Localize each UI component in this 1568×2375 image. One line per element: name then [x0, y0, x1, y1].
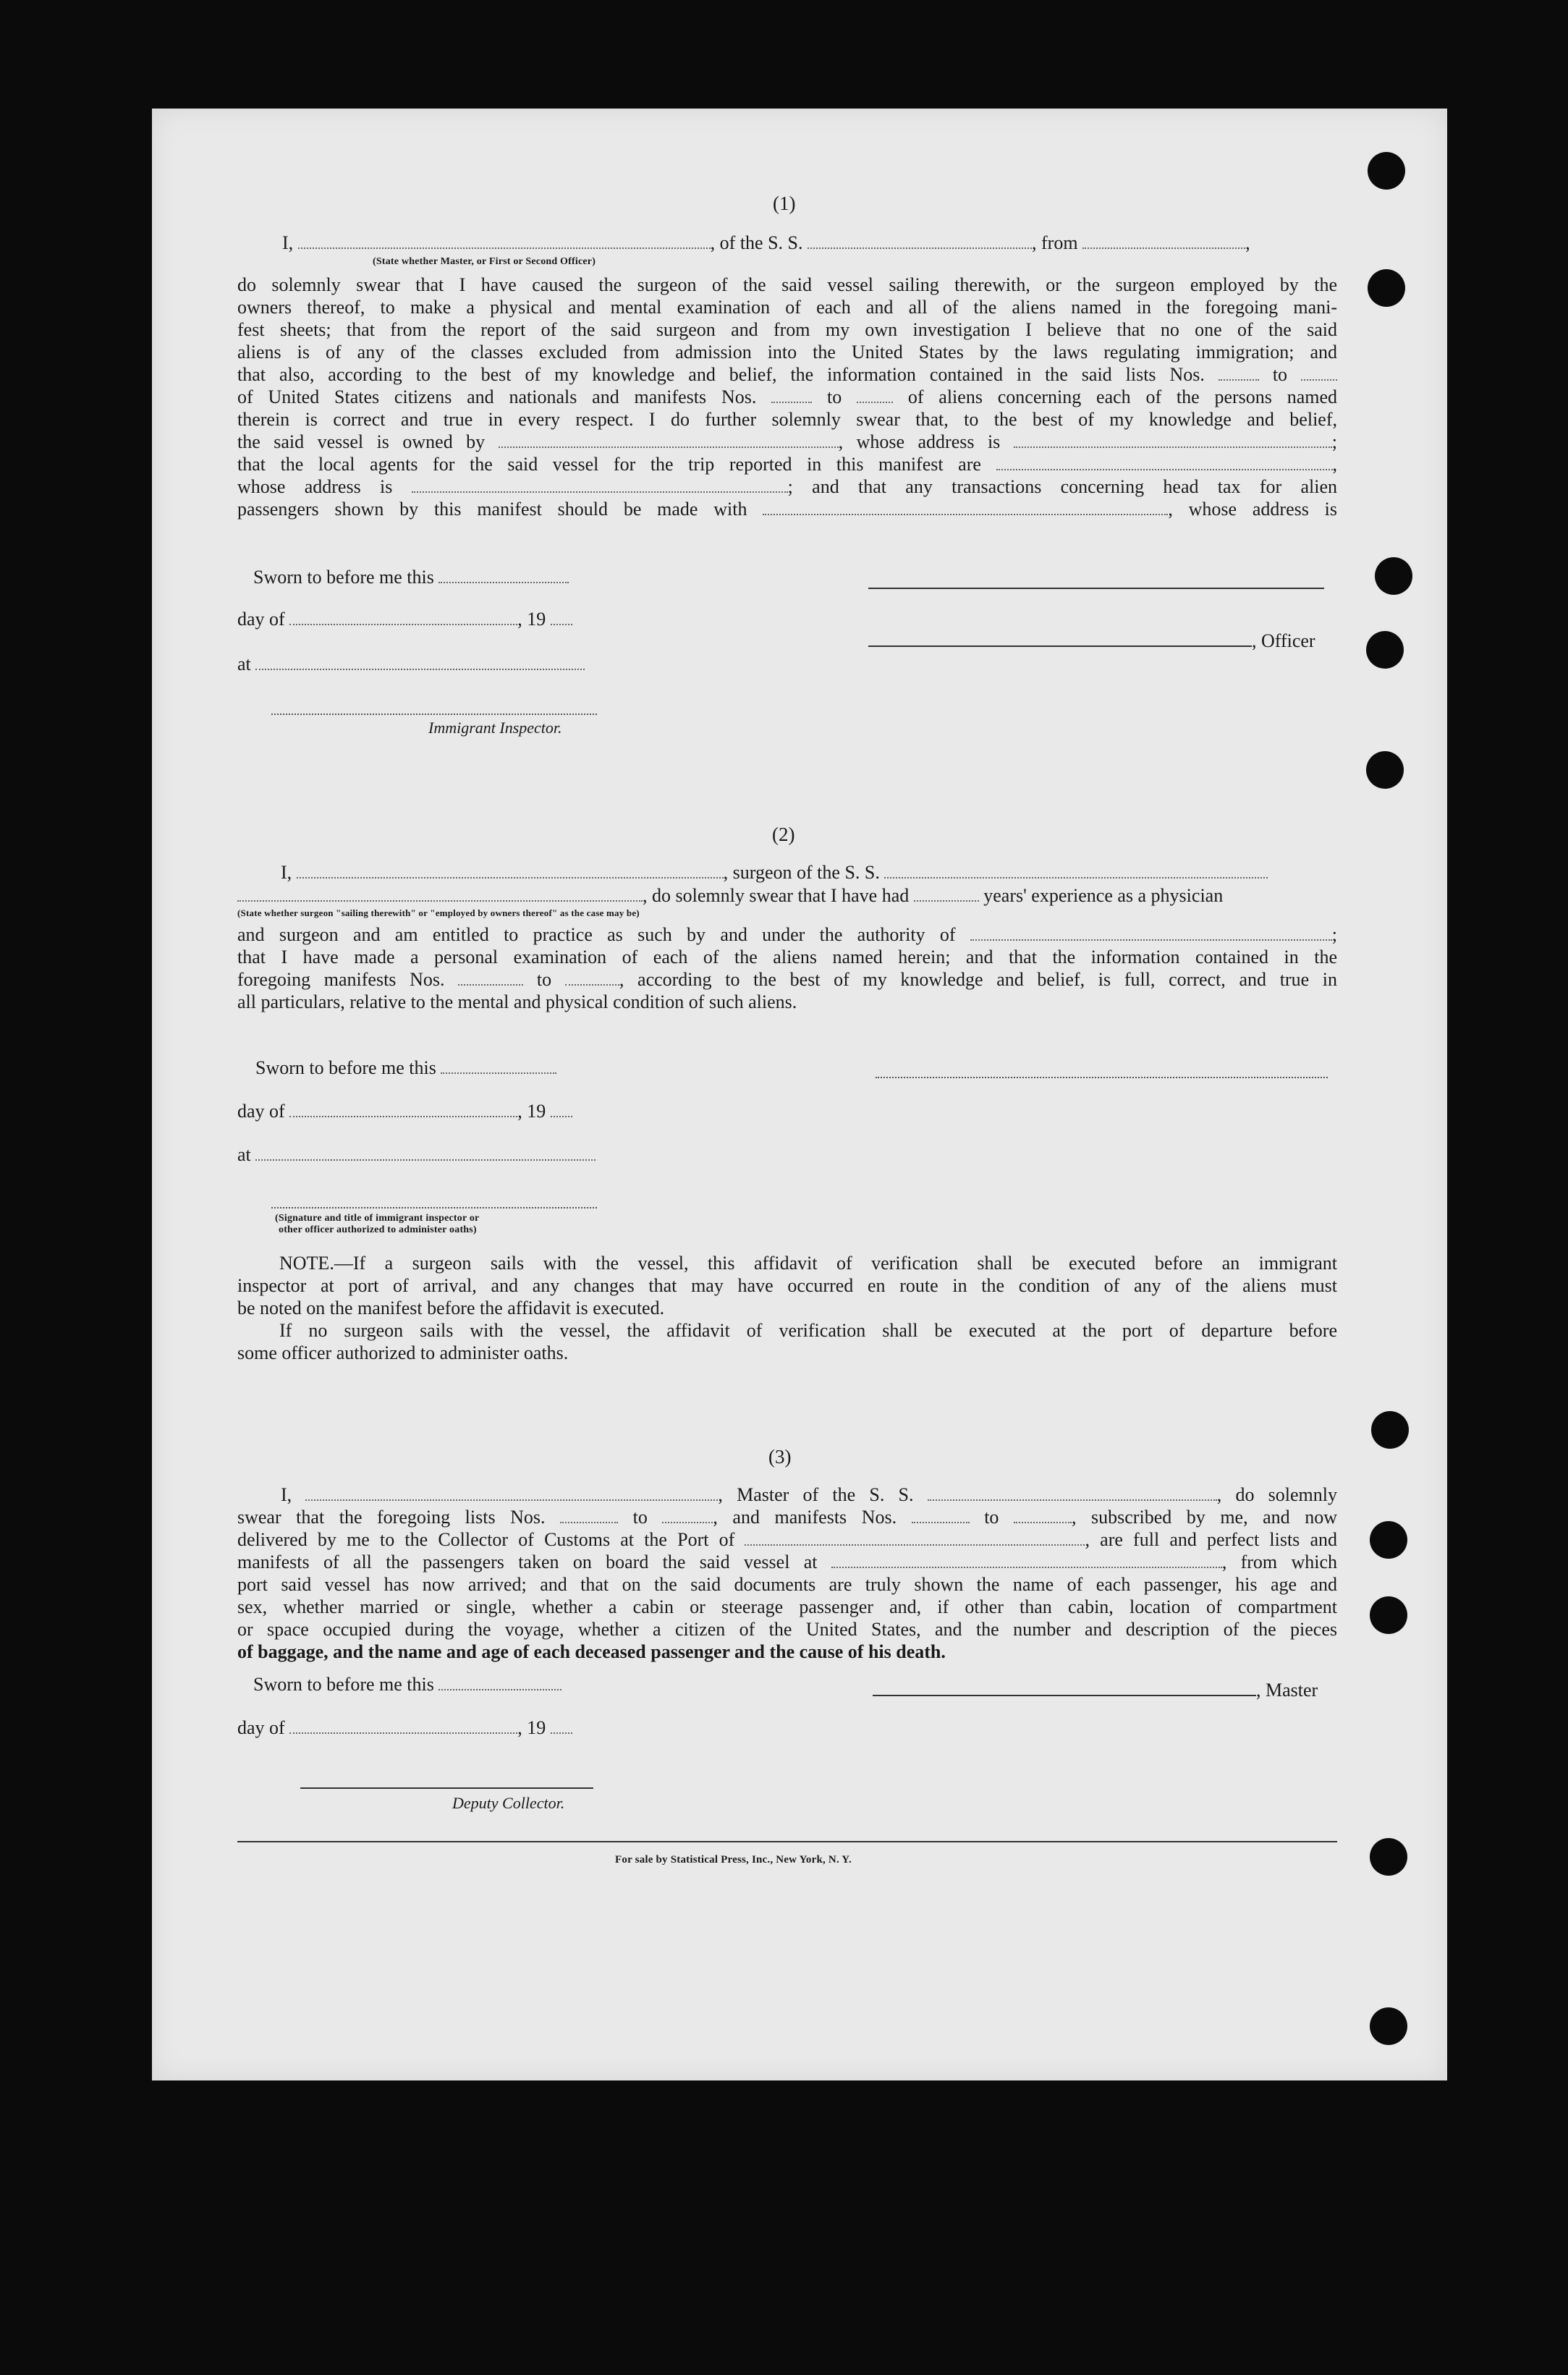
- paragraph-line: swear that the foregoing lists Nos. to , and manifests Nos. to , subscribed by me, and now: [237, 1507, 1337, 1528]
- manifests-from-field[interactable]: [458, 983, 523, 986]
- owner-address-field[interactable]: [1014, 446, 1332, 448]
- year-field[interactable]: [551, 623, 572, 625]
- of-the-ss-label: , of the S. S.: [710, 232, 803, 253]
- section-2-line-1: I, , surgeon of the S. S.: [281, 861, 1268, 884]
- signature-caption: (Signature and title of immigrant inspector or: [275, 1213, 480, 1224]
- note-line: be noted on the manifest before the affidavit is executed.: [237, 1297, 665, 1318]
- comma: ,: [1245, 232, 1250, 253]
- surgeon-type-field[interactable]: [237, 899, 643, 902]
- authority-field[interactable]: [970, 939, 1332, 941]
- section-2-paragraph: [237, 923, 1337, 1013]
- sworn-date-field[interactable]: [441, 1072, 556, 1074]
- master-name-field[interactable]: [305, 1499, 718, 1501]
- punch-hole-icon: [1370, 1838, 1407, 1876]
- punch-hole-icon: [1375, 557, 1412, 595]
- punch-hole-icon: [1370, 2007, 1407, 2045]
- port-field[interactable]: [745, 1544, 1085, 1546]
- paragraph-line: and surgeon and am entitled to practice as such by and under the authority of ;: [237, 924, 1338, 945]
- master-signature-line[interactable]: [873, 1694, 1256, 1696]
- signature-caption: other officer authorized to administer oaths): [279, 1224, 477, 1235]
- ship-name-field[interactable]: [928, 1499, 1217, 1501]
- paragraph-line: sex, whether married or single, whether a cabin or steerage passenger and, if other than cabin, location of compartment: [237, 1596, 1337, 1617]
- local-agents-field[interactable]: [996, 468, 1333, 470]
- form-page: [152, 109, 1447, 2080]
- punch-hole-icon: [1370, 1521, 1407, 1559]
- paragraph-line: port said vessel has now arrived; and that on the said documents are truly shown the name of each passenger, his age and: [237, 1574, 1337, 1595]
- from-port-field[interactable]: [1082, 247, 1245, 249]
- note-line: some officer authorized to administer oaths.: [237, 1342, 569, 1363]
- lists-from-field[interactable]: [560, 1521, 618, 1523]
- surgeon-ship-field[interactable]: [884, 876, 1268, 879]
- section-2-number: (2): [772, 824, 795, 845]
- section-2-sworn: Sworn to before me this: [255, 1057, 556, 1079]
- punch-hole-icon: [1370, 1596, 1407, 1634]
- owner-field[interactable]: [499, 446, 839, 448]
- punch-hole-icon: [1368, 269, 1405, 307]
- paragraph-line: fest sheets; that from the report of the said surgeon and from my own investigation I believe that no one of the said: [237, 319, 1337, 340]
- deputy-signature-line[interactable]: [300, 1787, 593, 1789]
- year-field[interactable]: [551, 1732, 572, 1734]
- lists-to-field[interactable]: [1301, 378, 1337, 381]
- section-3-paragraph: [237, 1483, 1337, 1663]
- paragraph-line: foregoing manifests Nos. to , according to the best of my knowledge and belief, is full, correct, and true in: [237, 969, 1338, 990]
- surgeon-name-field[interactable]: [297, 876, 724, 879]
- section-2-caption: (State whether surgeon "sailing therewith" or "employed by owners thereof" as the case may be): [237, 907, 640, 918]
- inspector-signature-line[interactable]: [271, 714, 597, 715]
- section-1-number: (1): [773, 192, 796, 214]
- section-2-at: at: [237, 1143, 596, 1166]
- master-signature-line[interactable]: [868, 588, 1324, 589]
- paragraph-line: manifests of all the passengers taken on board the said vessel at , from which: [237, 1551, 1338, 1572]
- paragraph-line: do solemnly swear that I have caused the surgeon of the said vessel sailing therewith, or the surgeon employed by the: [237, 274, 1337, 295]
- year-field[interactable]: [551, 1115, 572, 1117]
- sworn-date-field[interactable]: [438, 581, 569, 583]
- officer-signature: , Officer: [868, 630, 1315, 652]
- at-place-field[interactable]: [255, 668, 585, 670]
- paragraph-line: that also, according to the best of my knowledge and belief, the information contained in the said lists Nos. to: [237, 363, 1337, 386]
- manifests-to-field[interactable]: [565, 983, 619, 986]
- paragraph-line: all particulars, relative to the mental and physical condition of such aliens.: [237, 991, 797, 1012]
- section-3-sworn: Sworn to before me this: [253, 1673, 561, 1695]
- section-1-first-line: [282, 232, 1250, 254]
- paragraph-line: passengers shown by this manifest should be made with , whose address is: [237, 499, 1337, 520]
- paragraph-line: the said vessel is owned by , whose address is ;: [237, 431, 1337, 452]
- agents-address-field[interactable]: [412, 491, 788, 493]
- note-line: inspector at port of arrival, and any changes that may have occurred en route in the condition of any of the aliens must: [237, 1275, 1337, 1296]
- paragraph-line: I, , Master of the S. S. , do solemnly: [281, 1484, 1337, 1505]
- day-of-field[interactable]: [289, 1115, 517, 1117]
- deputy-caption: Deputy Collector.: [452, 1794, 565, 1812]
- i-label: I,: [282, 232, 294, 253]
- manifests-from-field[interactable]: [912, 1521, 970, 1523]
- master-signature: , Master: [873, 1679, 1318, 1701]
- paragraph-line: therein is correct and true in every respect. I do further solemnly swear that, to the best of my knowledge and belief,: [237, 409, 1337, 430]
- head-tax-agent-field[interactable]: [763, 513, 1168, 515]
- at-place-field[interactable]: [255, 1159, 596, 1161]
- section-3-number: (3): [768, 1446, 792, 1468]
- section-2-day-of: day of , 19: [237, 1100, 572, 1122]
- manifests-to-field[interactable]: [1014, 1521, 1072, 1523]
- note-line: If no surgeon sails with the vessel, the affidavit of verification shall be executed at the port of departure before: [279, 1320, 1337, 1341]
- note-paragraph: [237, 1252, 1337, 1364]
- section-1-caption: (State whether Master, or First or Second Officer): [373, 256, 596, 267]
- paragraph-line: owners thereof, to make a physical and mental examination of each and all of the aliens named in the foregoing mani-: [237, 297, 1337, 318]
- day-of-field[interactable]: [289, 623, 517, 625]
- inspector-caption: Immigrant Inspector.: [428, 719, 562, 737]
- paragraph-line: that I have made a personal examination of each of the aliens named herein; and that the information contained in the: [237, 947, 1337, 968]
- section-1-at: at: [237, 653, 585, 675]
- footer-printer: For sale by Statistical Press, Inc., New York, N. Y.: [615, 1854, 852, 1866]
- embark-place-field[interactable]: [831, 1566, 1222, 1568]
- ship-name-field[interactable]: [808, 247, 1032, 249]
- years-experience-field[interactable]: [914, 899, 979, 902]
- section-1-sworn: Sworn to before me this: [253, 566, 569, 588]
- punch-hole-icon: [1371, 1411, 1409, 1449]
- inspector-signature-line[interactable]: [271, 1207, 597, 1208]
- surgeon-signature-line[interactable]: [876, 1077, 1328, 1078]
- sworn-date-field[interactable]: [438, 1688, 561, 1690]
- section-3-day-of: day of , 19: [237, 1716, 572, 1739]
- paragraph-line: that the local agents for the said vessel for the trip reported in this manifest are ,: [237, 454, 1338, 475]
- manifests-from-field[interactable]: [771, 401, 812, 403]
- paragraph-line: whose address is ; and that any transactions concerning head tax for alien: [237, 476, 1337, 497]
- section-2-line-2: , do solemnly swear that I have had years' experience as a physician: [237, 884, 1223, 907]
- paragraph-line: delivered by me to the Collector of Customs at the Port of , are full and perfect lists and: [237, 1529, 1337, 1550]
- from-label: , from: [1032, 232, 1078, 253]
- footer-divider: [237, 1841, 1337, 1842]
- officer-signature-line[interactable]: [868, 645, 1252, 647]
- day-of-field[interactable]: [289, 1732, 517, 1734]
- section-1-day-of: day of , 19: [237, 608, 572, 630]
- lists-to-field[interactable]: [662, 1521, 713, 1523]
- paragraph-line: aliens is of any of the classes excluded from admission into the United States by the laws regulating immigration; and: [237, 342, 1337, 363]
- officer-name-field[interactable]: [298, 247, 711, 249]
- lists-from-field[interactable]: [1219, 378, 1259, 381]
- punch-hole-icon: [1368, 152, 1405, 190]
- paragraph-line: or space occupied during the voyage, whether a citizen of the United States, and the number and description of the pieces: [237, 1619, 1337, 1640]
- punch-hole-icon: [1366, 751, 1404, 789]
- paragraph-line: of United States citizens and nationals and manifests Nos. to of aliens concerning each of the persons named: [237, 386, 1338, 407]
- manifests-to-field[interactable]: [857, 401, 893, 403]
- note-line: NOTE.—If a surgeon sails with the vessel, this affidavit of verification shall be executed before an immigrant: [279, 1253, 1337, 1274]
- paragraph-line: of baggage, and the name and age of each deceased passenger and the cause of his death.: [237, 1641, 946, 1662]
- punch-hole-icon: [1366, 631, 1404, 669]
- section-1-paragraph: [237, 274, 1337, 520]
